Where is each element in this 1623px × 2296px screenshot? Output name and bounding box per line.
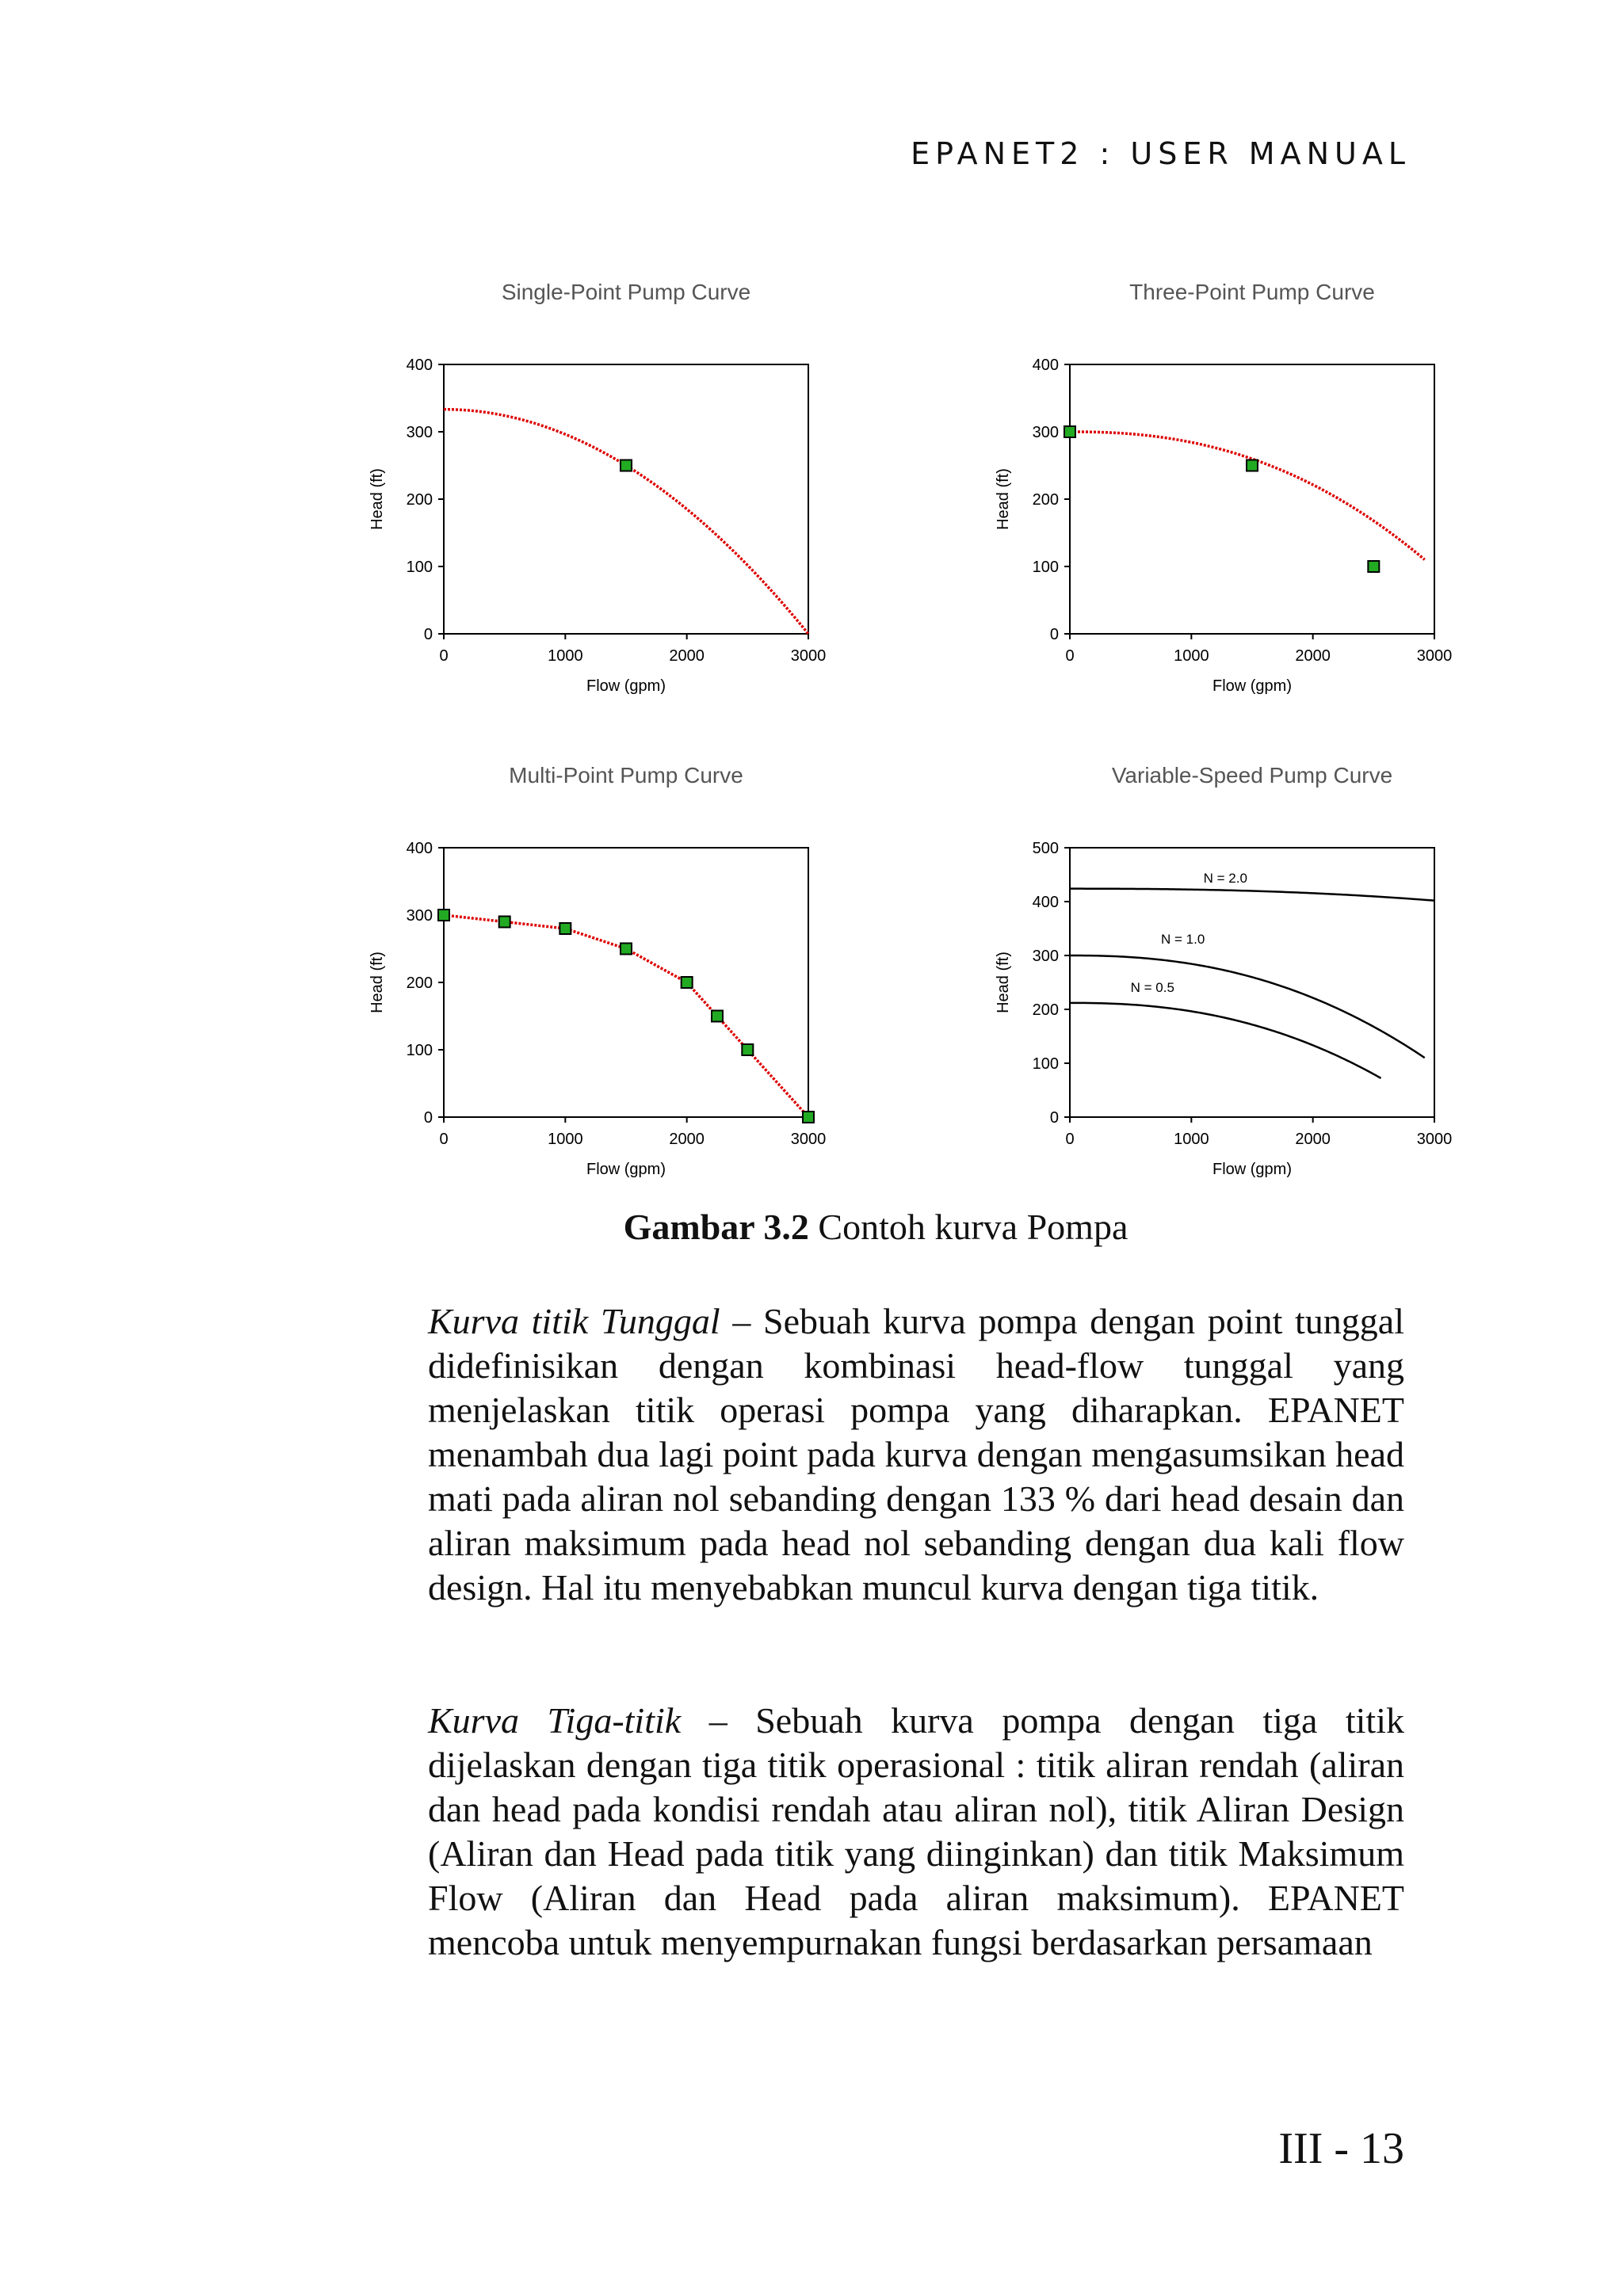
data-point: [712, 1011, 723, 1022]
chart-title: Three-Point Pump Curve: [1129, 280, 1375, 304]
paragraph-body: – Sebuah kurva pompa dengan point tunggal didefinisikan dengan kombinasi head-flow tunggal yang menjelaskan titik operasi pompa yang diharapkan. EPANET menambah dua lagi point pada kurva dengan mengasumsikan head mati pada aliran nol sebanding dengan 133 % dari head desain dan aliran maksimum pada head nol sebanding dengan dua kali flow design. Hal itu menyebabkan muncul kurva dengan tiga titik.: [428, 1301, 1404, 1608]
plot-frame: [444, 848, 808, 1117]
paragraph-single-point: [428, 1299, 1404, 1610]
x-tick-label: 0: [439, 647, 449, 665]
x-axis-label: Flow (gpm): [586, 1161, 666, 1178]
plot-frame: [444, 364, 808, 634]
y-axis-label: Head (ft): [995, 952, 1012, 1013]
chart-multi-point: [341, 745, 832, 1188]
plot-frame: [1070, 364, 1434, 634]
data-point: [559, 923, 571, 934]
paragraph-three-point: [428, 1699, 1404, 1965]
data-point: [1368, 561, 1379, 572]
y-tick-label: 300: [406, 907, 433, 925]
y-tick-label: 300: [406, 424, 433, 441]
x-tick-label: 1000: [1174, 647, 1209, 665]
x-tick-label: 1000: [1174, 1131, 1209, 1148]
x-tick-label: 3000: [1416, 1131, 1453, 1148]
y-tick-label: 400: [1032, 357, 1059, 374]
y-axis-label: Head (ft): [369, 468, 386, 530]
data-point: [1064, 426, 1075, 437]
data-point: [438, 910, 449, 921]
chart-svg: [341, 261, 832, 705]
chart-svg: [967, 261, 1458, 705]
chart-svg: [341, 745, 832, 1188]
paragraph-body: – Sebuah kurva pompa dengan tiga titik dijelaskan dengan tiga titik operasional : titik aliran rendah (aliran dan head pada kondisi rendah atau aliran nol), titik Aliran Design (Aliran dan Head pada titik yang diinginkan) dan titik Maksimum Flow (Aliran dan Head pada aliran maksimum). EPANET mencoba untuk menyempurnakan fungsi berdasarkan persamaan: [428, 1700, 1404, 1962]
pump-curve: [1070, 1003, 1381, 1078]
y-tick-label: 100: [406, 559, 433, 576]
y-tick-label: 400: [406, 357, 433, 374]
chart-title: Single-Point Pump Curve: [501, 280, 751, 304]
x-tick-label: 2000: [1295, 1131, 1331, 1148]
y-tick-label: 400: [1032, 894, 1059, 911]
y-tick-label: 100: [406, 1042, 433, 1059]
x-tick-label: 0: [1065, 1131, 1075, 1148]
x-tick-label: 2000: [1295, 647, 1331, 665]
y-tick-label: 200: [406, 491, 433, 509]
y-tick-label: 400: [406, 840, 433, 857]
chart-svg: [967, 745, 1458, 1188]
caption-label: Gambar 3.2: [623, 1207, 809, 1247]
chart-three-point: [967, 261, 1458, 705]
y-tick-label: 300: [1032, 424, 1059, 441]
data-point: [803, 1112, 814, 1123]
y-axis-label: Head (ft): [369, 952, 386, 1013]
y-tick-label: 0: [423, 626, 433, 643]
y-tick-label: 300: [1032, 948, 1059, 965]
x-tick-label: 1000: [548, 1131, 583, 1148]
curve-label: N = 2.0: [1203, 871, 1247, 887]
x-tick-label: 2000: [669, 1131, 705, 1148]
x-tick-label: 2000: [669, 647, 705, 665]
x-axis-label: Flow (gpm): [1212, 1161, 1293, 1178]
y-tick-label: 200: [406, 974, 433, 992]
data-point: [1247, 460, 1258, 471]
pump-curve: [1070, 889, 1434, 901]
curve-label: N = 0.5: [1130, 980, 1174, 996]
figure-caption: [428, 1206, 1323, 1248]
page-number: III - 13: [1278, 2124, 1404, 2173]
x-tick-label: 0: [439, 1131, 449, 1148]
y-tick-label: 200: [1032, 1001, 1059, 1019]
x-tick-label: 3000: [790, 1131, 827, 1148]
x-axis-label: Flow (gpm): [586, 677, 666, 695]
paragraph-term: Kurva Tiga-titik: [428, 1700, 682, 1741]
y-axis-label: Head (ft): [995, 468, 1012, 530]
chart-title: Variable-Speed Pump Curve: [1111, 763, 1393, 788]
pump-curve: [1070, 955, 1425, 1058]
data-point: [682, 977, 693, 988]
data-point: [621, 944, 632, 955]
paragraph-term: Kurva titik Tunggal: [428, 1301, 720, 1341]
chart-title: Multi-Point Pump Curve: [509, 763, 743, 788]
x-tick-label: 3000: [790, 647, 827, 665]
data-point: [621, 460, 632, 471]
y-tick-label: 500: [1032, 840, 1059, 857]
x-tick-label: 1000: [548, 647, 583, 665]
x-tick-label: 3000: [1416, 647, 1453, 665]
pump-curve: [1070, 432, 1425, 559]
chart-variable-speed: [967, 745, 1458, 1188]
x-axis-label: Flow (gpm): [1212, 677, 1293, 695]
pump-curve: [444, 410, 808, 634]
data-point: [742, 1044, 753, 1055]
y-tick-label: 0: [423, 1109, 433, 1127]
y-tick-label: 100: [1032, 559, 1059, 576]
y-tick-label: 200: [1032, 491, 1059, 509]
chart-single-point: [341, 261, 832, 705]
curve-label: N = 1.0: [1161, 932, 1205, 948]
y-tick-label: 0: [1049, 626, 1059, 643]
data-point: [499, 917, 510, 928]
x-tick-label: 0: [1065, 647, 1075, 665]
y-tick-label: 0: [1049, 1109, 1059, 1127]
caption-text: Contoh kurva Pompa: [808, 1207, 1128, 1247]
running-header: EPANET2 : USER MANUAL: [911, 136, 1411, 171]
y-tick-label: 100: [1032, 1055, 1059, 1073]
